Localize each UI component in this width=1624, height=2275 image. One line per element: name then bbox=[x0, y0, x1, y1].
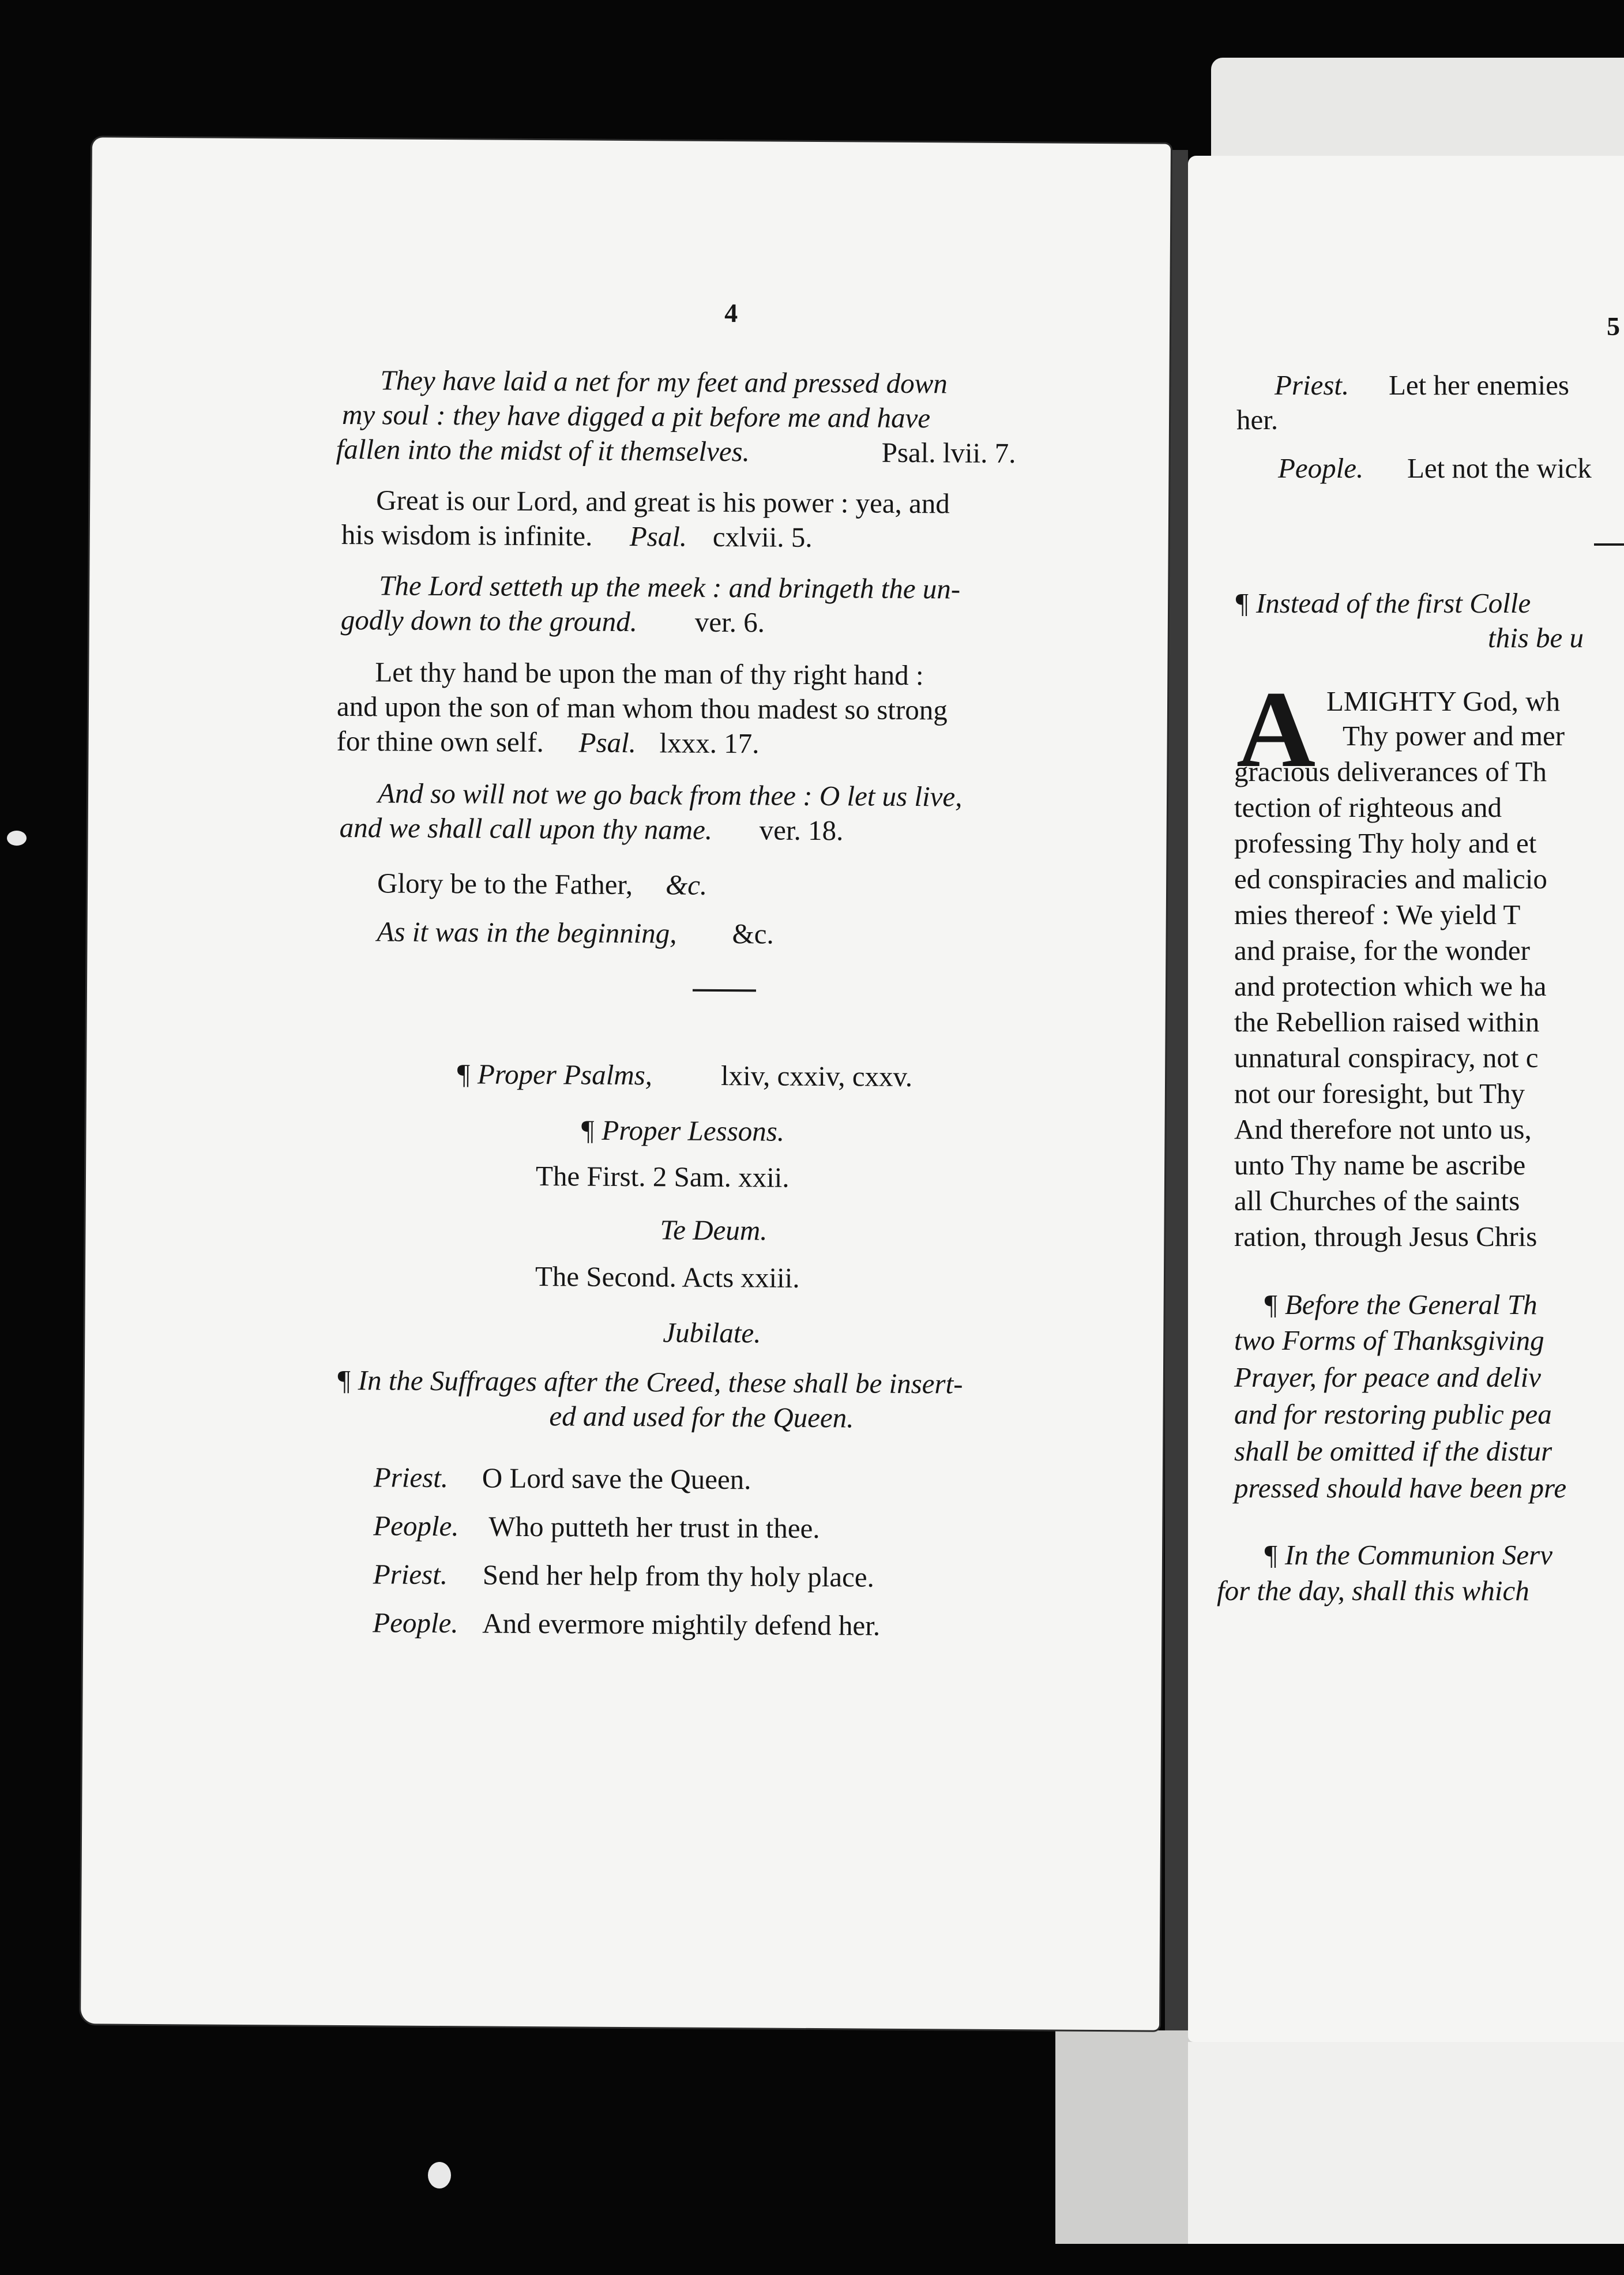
section-divider bbox=[1594, 543, 1624, 546]
page-number: 4 bbox=[724, 298, 738, 328]
versicle-speaker: People. bbox=[373, 1510, 459, 1542]
text-line: They have laid a net for my feet and pressed down bbox=[380, 364, 948, 400]
citation-book: Psal. bbox=[629, 520, 687, 553]
rubric-line: Prayer, for peace and deliv bbox=[1234, 1361, 1542, 1393]
rubric-line: two Forms of Thanksgiving bbox=[1234, 1324, 1544, 1356]
rubric-line: ¶ Before the General Th bbox=[1263, 1289, 1537, 1320]
versicle-text: Who putteth her trust in thee. bbox=[488, 1510, 820, 1545]
scan-speck bbox=[7, 831, 27, 846]
text-line: her. bbox=[1236, 404, 1279, 436]
etc: &c. bbox=[665, 869, 708, 901]
citation: ver. 18. bbox=[759, 814, 844, 847]
right-page bbox=[1188, 156, 1624, 2042]
citation: lxxx. 17. bbox=[659, 727, 760, 760]
versicle-speaker: Priest. bbox=[373, 1461, 449, 1494]
citation-book: Psal. bbox=[578, 726, 637, 759]
first-lesson: The First. 2 Sam. xxii. bbox=[535, 1160, 790, 1193]
doxology: Glory be to the Father, bbox=[377, 867, 633, 901]
rubric-line: ¶ In the Suffrages after the Creed, these shall be insert- bbox=[336, 1364, 963, 1400]
versicle-text: And evermore mightily defend her. bbox=[482, 1607, 881, 1642]
rubric-line: ¶ Instead of the first Colle bbox=[1234, 587, 1531, 619]
text-line: and praise, for the wonder bbox=[1234, 934, 1530, 966]
text-line: godly down to the ground. bbox=[340, 603, 638, 638]
etc: &c. bbox=[732, 918, 774, 950]
second-lesson: The Second. Acts xxiii. bbox=[535, 1260, 800, 1294]
rubric-line: pressed should have been pre bbox=[1234, 1472, 1567, 1504]
citation: ver. 6. bbox=[694, 606, 765, 639]
text-line: Thy power and mer bbox=[1343, 720, 1565, 752]
versicle-speaker: Priest. bbox=[1275, 369, 1349, 401]
proper-lessons-heading: ¶ Proper Lessons. bbox=[580, 1114, 785, 1147]
text-line: The Lord setteth up the meek : and bringeth the un- bbox=[379, 569, 961, 605]
bottom-sheet-inner bbox=[1188, 2042, 1624, 2244]
text-line: unnatural conspiracy, not c bbox=[1234, 1042, 1539, 1073]
text-line: and protection which we ha bbox=[1234, 970, 1547, 1002]
page-number: 5 bbox=[1607, 311, 1620, 341]
rubric-line: ¶ In the Communion Serv bbox=[1263, 1539, 1552, 1571]
canticle-te-deum: Te Deum. bbox=[660, 1214, 768, 1247]
text-line: professing Thy holy and et bbox=[1234, 827, 1537, 859]
versicle-text: Send her help from thy holy place. bbox=[482, 1559, 874, 1593]
rubric-line: ed and used for the Queen. bbox=[549, 1400, 854, 1434]
text-line: ration, through Jesus Chris bbox=[1234, 1221, 1537, 1252]
rubric-line: and for restoring public pea bbox=[1234, 1398, 1552, 1430]
text-line: not our foresight, but Thy bbox=[1234, 1078, 1525, 1109]
text-line: for thine own self. bbox=[336, 724, 544, 759]
canticle-jubilate: Jubilate. bbox=[663, 1316, 761, 1349]
proper-psalms-value: lxiv, cxxiv, cxxv. bbox=[720, 1060, 913, 1093]
right-page-top-sheet bbox=[1211, 58, 1624, 162]
text-line: fallen into the midst of it themselves. bbox=[336, 433, 750, 468]
section-divider bbox=[693, 989, 756, 992]
versicle-speaker: People. bbox=[1278, 452, 1364, 484]
text-line: mies thereof : We yield T bbox=[1234, 899, 1521, 930]
text-line: LMIGHTY God, wh bbox=[1326, 685, 1561, 717]
proper-psalms-label: ¶ Proper Psalms, bbox=[455, 1058, 653, 1091]
text-line: and we shall call upon thy name. bbox=[339, 811, 713, 846]
versicle-text: O Lord save the Queen. bbox=[482, 1462, 751, 1496]
versicle-text: Let not the wick bbox=[1407, 452, 1592, 484]
text-line: And so will not we go back from thee : O let us live, bbox=[377, 777, 963, 813]
scan-speck bbox=[428, 2162, 451, 2188]
text-line: And therefore not unto us, bbox=[1234, 1113, 1532, 1145]
rubric-line: this be u bbox=[1488, 622, 1584, 654]
text-line: the Rebellion raised within bbox=[1234, 1006, 1540, 1038]
text-line: unto Thy name be ascribe bbox=[1234, 1149, 1526, 1181]
rubric-line: shall be omitted if the distur bbox=[1234, 1435, 1552, 1467]
citation: cxlvii. 5. bbox=[712, 520, 813, 553]
text-line: ed conspiracies and malicio bbox=[1234, 863, 1547, 895]
text-line: my soul : they have digged a pit before me and have bbox=[341, 398, 931, 434]
text-line: his wisdom is infinite. bbox=[341, 518, 593, 552]
text-line: all Churches of the saints bbox=[1234, 1185, 1520, 1217]
left-page bbox=[81, 137, 1171, 2030]
text-line: and upon the son of man whom thou madest so strong bbox=[336, 690, 948, 726]
rubric-line: for the day, shall this which bbox=[1217, 1575, 1529, 1606]
drop-cap: A bbox=[1236, 669, 1316, 790]
text-line: gracious deliverances of Th bbox=[1234, 756, 1547, 787]
versicle-speaker: People. bbox=[373, 1606, 458, 1639]
text-line: tection of righteous and bbox=[1234, 791, 1502, 823]
doxology: As it was in the beginning, bbox=[377, 915, 677, 949]
text-line: Great is our Lord, and great is his power : yea, and bbox=[376, 484, 950, 520]
text-line: Let thy hand be upon the man of thy right hand : bbox=[375, 656, 924, 692]
citation: Psal. lvii. 7. bbox=[881, 436, 1016, 470]
versicle-speaker: Priest. bbox=[373, 1558, 448, 1591]
versicle-text: Let her enemies bbox=[1389, 369, 1569, 401]
